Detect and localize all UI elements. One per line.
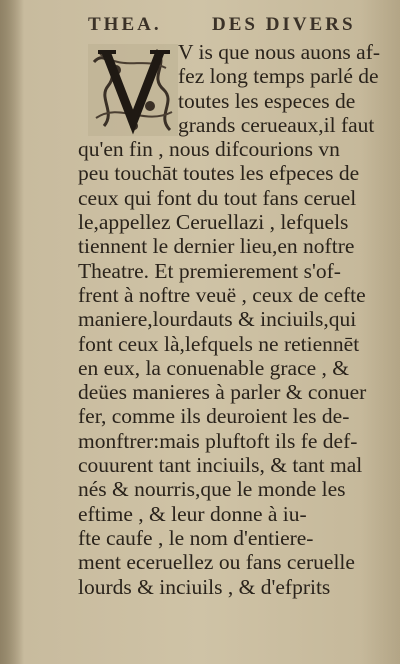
running-head-left: THEA. [88, 14, 162, 35]
text-line: deües manieres à parler & conuer [78, 380, 367, 405]
text-line: fez long temps parlé de [178, 64, 379, 89]
text-line: en eux, la conuenable grace , & [78, 355, 350, 380]
text-line: fer, comme ils deuroient les de- [78, 404, 350, 429]
text-line: maniere,lourdauts & inciuils,qui [78, 307, 357, 332]
text-line: monftrer:mais pluftoft ils fe def- [78, 428, 358, 453]
text-line: frent à noftre veuë , ceux de cefte [78, 282, 366, 307]
text-line: nés & nourris,que le monde les [78, 477, 346, 502]
text-line: font ceux là,lefquels ne retiennēt [78, 331, 360, 356]
running-head-right: DES DIVERS [212, 14, 356, 35]
text-line: le,appellez Ceruellazi , lefquels [78, 210, 349, 235]
text-line: eftime , & leur donne à iu- [78, 501, 307, 526]
text-line: toutes les especes de [178, 88, 356, 113]
text-line: peu touchāt toutes les efpeces de [78, 161, 360, 186]
body-text [78, 40, 390, 599]
text-line: grands cerueaux,il faut [178, 112, 375, 137]
text-line: couurent tant inciuils, & tant mal [78, 453, 363, 478]
page-gutter-shadow [0, 0, 24, 664]
text-line: qu'en fin , nous difcourions vn [78, 137, 340, 162]
text-line: lourds & inciuils , & d'efprits [78, 574, 331, 599]
text-line: ceux qui font du tout fans ceruel [78, 185, 357, 210]
text-line: Theatre. Et premierement s'of- [78, 258, 341, 283]
text-line: V is que nous auons af- [178, 40, 381, 64]
text-line: tiennent le dernier lieu,en noftre [78, 234, 355, 259]
text-line: fte caufe , le nom d'entiere- [78, 525, 314, 550]
text-line: ment eceruellez ou fans ceruelle [78, 550, 355, 575]
